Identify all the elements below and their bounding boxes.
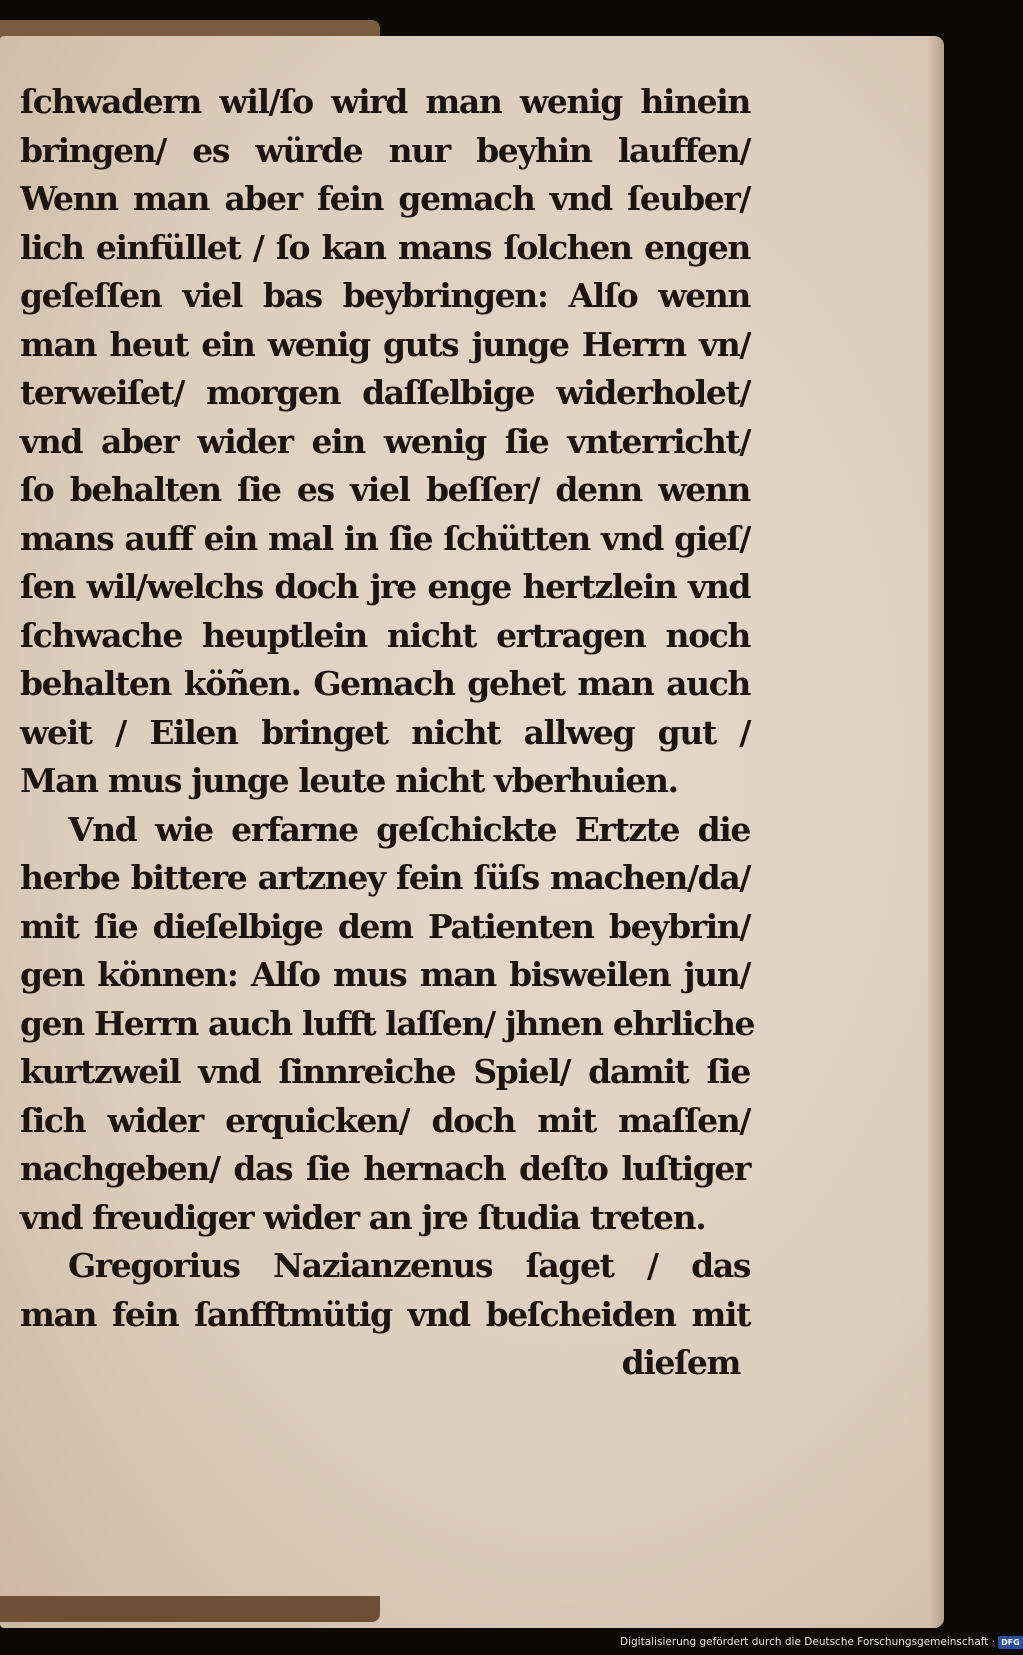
text-line: nachgeben/ das ſie hernach deſto luſtiger [20, 1149, 750, 1188]
paragraph-start-line: Gregorius Nazianzenus ſaget / das [68, 1246, 750, 1285]
text-line: behalten köñen. Gemach gehet man auch [20, 664, 750, 703]
text-line: ſich wider erquicken/ doch mit maſſen/ [20, 1100, 750, 1140]
text-line: lich einfüllet / ſo kan mans ſolchen engen [20, 227, 750, 267]
text-line: man heut ein wenig guts junge Herrn vn/ [20, 324, 750, 364]
text-line: mans auff ein mal in ſie ſchütten vnd gieſ/ [20, 518, 750, 558]
paragraph-start-line: Vnd wie erfarne geſchickte Ertzte die [68, 809, 750, 849]
page-edge-bottom [0, 1596, 380, 1622]
page-right-edge [928, 36, 944, 1628]
text-line: geſeſſen viel bas beybringen: Alſo wenn [20, 276, 750, 315]
text-line: mit ſie dieſelbige dem Patienten beybrin/ [20, 906, 750, 946]
credit-text: Digitalisierung gefördert durch die Deutsche Forschungsgemeinschaft · [620, 1636, 996, 1648]
text-line: vnd freudiger wider an jre ſtudia treten. [20, 1197, 706, 1237]
text-line: ſchwache heuptlein nicht ertragen noch [20, 615, 750, 655]
text-line: Man mus junge leute nicht vberhuien. [20, 761, 678, 800]
text-line: gen können: Alſo mus man bisweilen jun/ [20, 955, 750, 994]
dfg-logo-icon: DFG [998, 1636, 1023, 1649]
text-line: Wenn man aber fein gemach vnd ſeuber/ [20, 179, 750, 218]
text-line: ſo behalten ſie es viel beſſer/ denn wenn [20, 470, 750, 509]
text-line: gen Herrn auch lufft laſſen/ jhnen ehrliche [20, 1003, 755, 1043]
text-line: weit / Eilen bringet nicht allweg gut / [20, 712, 750, 752]
text-line: vnd aber wider ein wenig ſie vnterricht/ [20, 421, 750, 461]
text-line: herbe bittere artzney fein ſüſs machen/da/ [20, 858, 750, 897]
text-line: ſchwadern wil/ſo wird man wenig hinein [20, 82, 750, 121]
page-text [20, 78, 755, 1388]
text-line: man fein ſanfftmütig vnd beſcheiden mit [20, 1294, 750, 1334]
text-line: ſen wil/welchs doch jre enge hertzlein vnd [20, 567, 750, 606]
text-line: terweiſet/ morgen daſſelbige widerholet/ [20, 373, 750, 412]
catchword: dieſem [621, 1343, 740, 1382]
text-line: bringen/ es würde nur beyhin lauffen/ [20, 130, 750, 170]
text-line: kurtzweil vnd ſinnreiche Spiel/ damit ſie [20, 1052, 750, 1091]
digitization-credit [620, 1632, 1020, 1652]
